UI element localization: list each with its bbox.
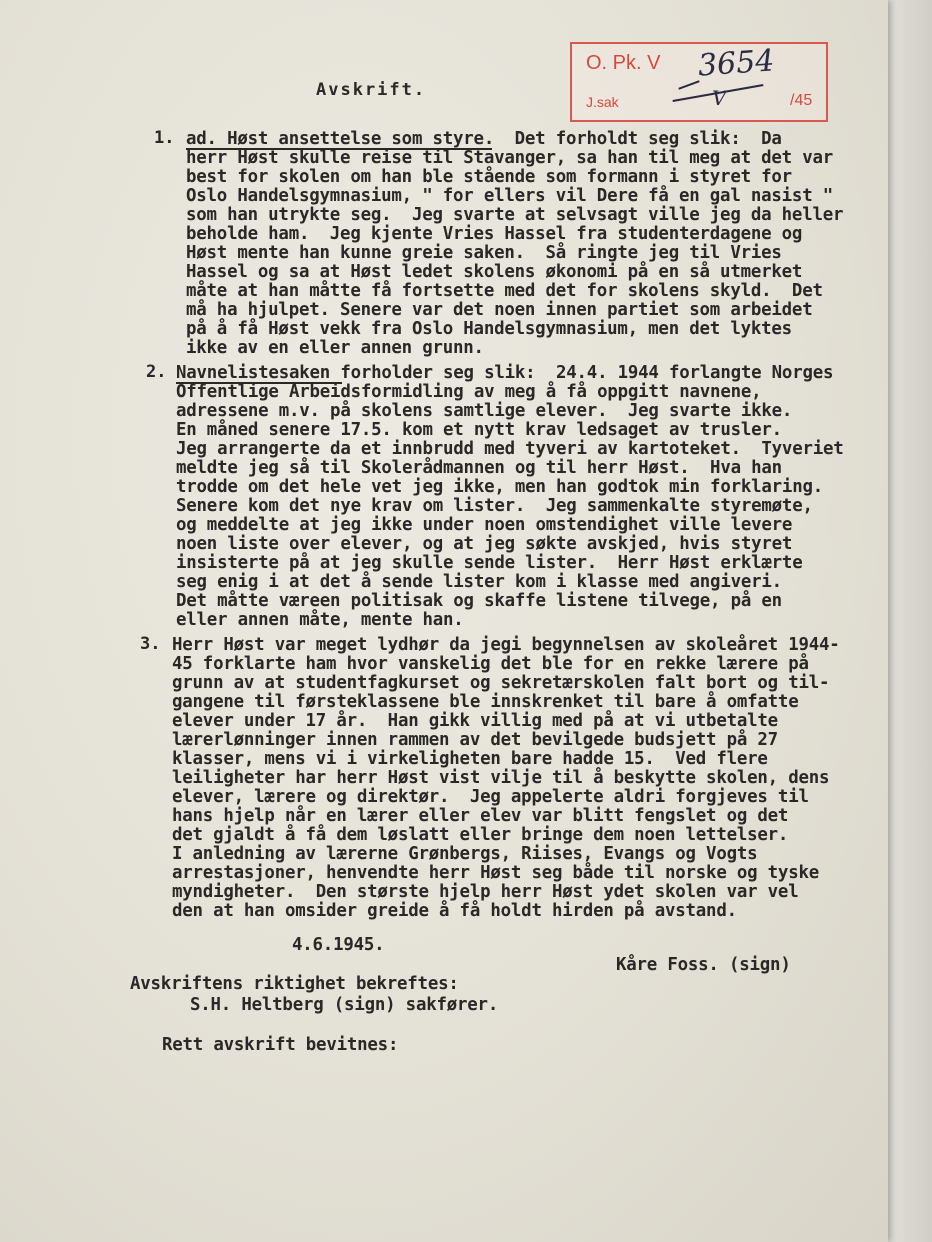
paragraph-line: på å få Høst vekk fra Oslo Handelsgymnasium, men det lyktes bbox=[186, 319, 792, 339]
stamp-year: /45 bbox=[790, 92, 813, 109]
registry-stamp bbox=[570, 42, 828, 122]
paragraph-line: gangene til førsteklassene ble innskrenket til bare å omfatte bbox=[172, 692, 799, 712]
stamp-roman-numeral: V bbox=[712, 86, 727, 110]
paragraph-line: Senere kom det nye krav om lister. Jeg sammenkalte styremøte, bbox=[176, 496, 813, 516]
paragraph-line: som han utrykte seg. Jeg svarte at selvsagt ville jeg da heller bbox=[186, 205, 844, 225]
paragraph-line: leiligheter har herr Høst vist vilje til å beskytte skolen, dens bbox=[172, 768, 830, 788]
paragraph-line: seg enig i at det å sende lister kom i klasse med angiveri. bbox=[176, 572, 782, 592]
document-date: 4.6.1945. bbox=[292, 935, 385, 955]
paragraph-line: noen liste over elever, og at jeg søkte avskjed, hvis styret bbox=[176, 534, 793, 554]
paragraph-line: Jeg arrangerte da et innbrudd med tyveri av kartoteket. Tyveriet bbox=[176, 439, 844, 459]
paragraph-line: elever under 17 år. Han gikk villig med på at vi utbetalte bbox=[172, 711, 778, 731]
paragraph-line: ad. Høst ansettelse som styre. Det forholdt seg slik: Da bbox=[186, 129, 782, 149]
paragraph-line: eller annen måte, mente han. bbox=[176, 610, 464, 630]
paragraph-line: beholde ham. Jeg kjente Vries Hassel fra studenterdagene og bbox=[186, 224, 803, 244]
signature: Kåre Foss. (sign) bbox=[616, 955, 791, 975]
paragraph-line: måte at han måtte få fortsette med det for skolens skyld. Det bbox=[186, 281, 823, 301]
paragraph-line: Navnelistesaken forholder seg slik: 24.4. 1944 forlangte Norges bbox=[176, 363, 834, 383]
attestation: Rett avskrift bevitnes: bbox=[162, 1035, 399, 1055]
document-title: Avskrift. bbox=[316, 80, 427, 100]
paragraph-line: hans hjelp når en lærer eller elev var blitt fengslet og det bbox=[172, 806, 789, 826]
paragraph-line: Hassel og sa at Høst ledet skolens økonomi på en så utmerket bbox=[186, 262, 803, 282]
paragraph-line: Oslo Handelsgymnasium, " for ellers vil Dere få en gal nasist " bbox=[186, 186, 834, 206]
paragraph-line: det gjaldt å få dem løslatt eller bringe dem noen lettelser. bbox=[172, 825, 789, 845]
certifier: S.H. Heltberg (sign) sakfører. bbox=[190, 995, 499, 1015]
paragraph-line: ikke av en eller annen grunn. bbox=[186, 338, 484, 358]
paragraph-line: og meddelte at jeg ikke under noen omstendighet ville levere bbox=[176, 515, 793, 535]
certification-line: Avskriftens riktighet bekreftes: bbox=[130, 974, 459, 994]
stamp-handwritten-stroke bbox=[678, 80, 699, 89]
paragraph-line: elever, lærere og direktør. Jeg appelerte aldri forgjeves til bbox=[172, 787, 809, 807]
paragraph-number: 2. bbox=[146, 362, 167, 382]
paragraph-line: myndigheter. Den største hjelp herr Høst ydet skolen var vel bbox=[172, 882, 799, 902]
paragraph-line: grunn av at studentfagkurset og sekretærskolen falt bort og til- bbox=[172, 673, 830, 693]
paragraph-line: arrestasjoner, henvendte herr Høst seg både til norske og tyske bbox=[172, 863, 820, 883]
stamp-label: O. Pk. V bbox=[586, 52, 661, 74]
paragraph-line: En måned senere 17.5. kom et nytt krav ledsaget av trusler. bbox=[176, 420, 782, 440]
paragraph-line: lærerlønninger innen rammen av det bevilgede budsjett på 27 bbox=[172, 730, 778, 750]
paragraph-line: best for skolen om han ble stående som formann i styret for bbox=[186, 167, 792, 187]
paragraph-line: Det måtte væreen politisak og skaffe listene tilvege, på en bbox=[176, 591, 782, 611]
paragraph-line: den at han omsider greide å få holdt hirden på avstand. bbox=[172, 901, 737, 921]
paragraph-line: I anledning av lærerne Grønbergs, Riises, Evangs og Vogts bbox=[172, 844, 758, 864]
stamp-jsak-label: J.sak bbox=[586, 94, 619, 110]
paragraph-line: Herr Høst var meget lydhør da jegi begynnelsen av skoleåret 1944- bbox=[172, 635, 840, 655]
paragraph-line: 45 forklarte ham hvor vanskelig det ble for en rekke lærere på bbox=[172, 654, 809, 674]
paragraph-line: insisterte på at jeg skulle sende lister. Herr Høst erklærte bbox=[176, 553, 803, 573]
paragraph-line: klasser, mens vi i virkeligheten bare hadde 15. Ved flere bbox=[172, 749, 768, 769]
paragraph-line: Høst mente han kunne greie saken. Så ringte jeg til Vries bbox=[186, 243, 782, 263]
paragraph-line: Offentlige Arbeidsformidling av meg å få oppgitt navnene, bbox=[176, 382, 762, 402]
paragraph-line: adressene m.v. på skolens samtlige elever. Jeg svarte ikke. bbox=[176, 401, 793, 421]
paragraph-line: meldte jeg så til Skolerådmannen og til herr Høst. Hva han bbox=[176, 458, 782, 478]
paragraph-number: 1. bbox=[154, 128, 175, 148]
paragraph-line: herr Høst skulle reise til Stavanger, sa han til meg at det var bbox=[186, 148, 834, 168]
paragraph-number: 3. bbox=[140, 634, 161, 654]
paragraph-line: må ha hjulpet. Senere var det noen innen partiet som arbeidet bbox=[186, 300, 813, 320]
paragraph-line: trodde om det hele vet jeg ikke, men han godtok min forklaring. bbox=[176, 477, 824, 497]
stamp-registry-number: 3654 bbox=[696, 43, 776, 84]
